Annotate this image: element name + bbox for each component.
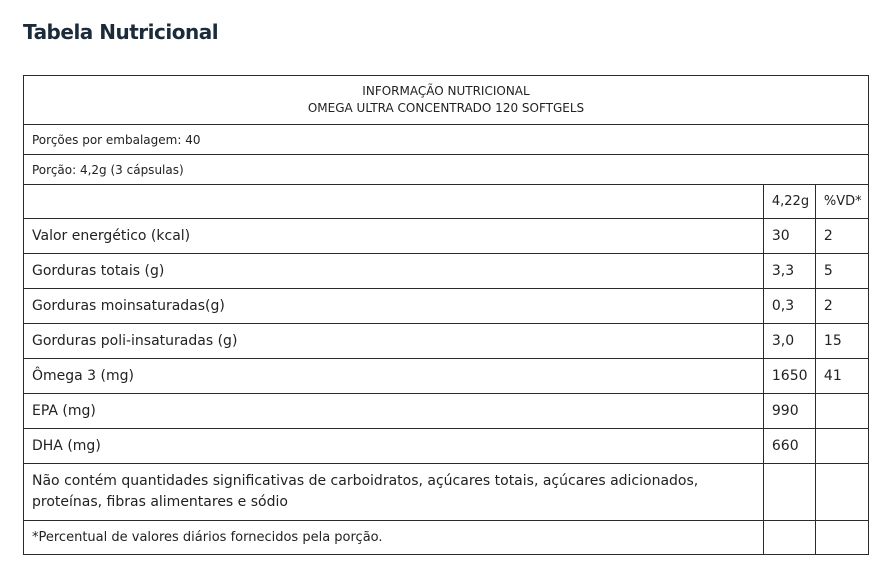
- nutrient-name: DHA (mg): [24, 429, 764, 464]
- column-header-amount: 4,22g: [763, 185, 815, 219]
- table-row: [24, 324, 869, 359]
- nutrient-amount: 3,0: [763, 324, 815, 359]
- serving-size-row: [24, 155, 869, 185]
- nutrient-amount: 3,3: [763, 254, 815, 289]
- note-empty-cell: [763, 464, 815, 521]
- nutrient-name: EPA (mg): [24, 394, 764, 429]
- table-row: [24, 219, 869, 254]
- nutrient-dv: 5: [815, 254, 868, 289]
- nutrient-amount: 660: [763, 429, 815, 464]
- nutrient-amount: 990: [763, 394, 815, 429]
- table-row: [24, 289, 869, 324]
- column-header-nutrient: [24, 185, 764, 219]
- table-header-title: INFORMAÇÃO NUTRICIONAL: [362, 84, 530, 98]
- column-header-dv: %VD*: [815, 185, 868, 219]
- table-row: [24, 359, 869, 394]
- nutrient-dv: 41: [815, 359, 868, 394]
- servings-per-package: Porções por embalagem: 40: [24, 125, 869, 155]
- table-header: [24, 76, 869, 125]
- nutrient-dv: 15: [815, 324, 868, 359]
- nutrient-dv: 2: [815, 219, 868, 254]
- nutrition-note: [24, 464, 764, 521]
- nutrient-name: Ômega 3 (mg): [24, 359, 764, 394]
- nutrient-dv: [815, 429, 868, 464]
- nutrient-name: Gorduras totais (g): [24, 254, 764, 289]
- page-title: Tabela Nutricional: [23, 20, 219, 44]
- column-header-row: [24, 185, 869, 219]
- footnote: *Percentual de valores diários fornecidos pela porção.: [24, 521, 764, 555]
- note-empty-cell: [815, 464, 868, 521]
- nutrient-amount: 0,3: [763, 289, 815, 324]
- serving-size: Porção: 4,2g (3 cápsulas): [24, 155, 869, 185]
- note-row: [24, 464, 869, 521]
- nutrient-amount: 1650: [763, 359, 815, 394]
- nutrient-dv: [815, 394, 868, 429]
- table-row: [24, 254, 869, 289]
- table-row: [24, 429, 869, 464]
- nutrition-note-line: proteínas, fibras alimentares e sódio: [32, 494, 288, 510]
- nutrition-note-line: Não contém quantidades significativas de carboidratos, açúcares totais, açúcares adicionados,: [32, 473, 699, 489]
- table-header-row: [24, 76, 869, 125]
- nutrient-dv: 2: [815, 289, 868, 324]
- table-row: [24, 394, 869, 429]
- footnote-empty-cell: [815, 521, 868, 555]
- footnote-empty-cell: [763, 521, 815, 555]
- table-header-product: OMEGA ULTRA CONCENTRADO 120 SOFTGELS: [307, 101, 585, 115]
- nutrient-amount: 30: [763, 219, 815, 254]
- nutrient-name: Gorduras poli-insaturadas (g): [24, 324, 764, 359]
- nutrient-name: Valor energético (kcal): [24, 219, 764, 254]
- servings-row: [24, 125, 869, 155]
- footnote-row: [24, 521, 869, 555]
- nutrient-name: Gorduras moinsaturadas(g): [24, 289, 764, 324]
- nutrition-table: [23, 75, 869, 555]
